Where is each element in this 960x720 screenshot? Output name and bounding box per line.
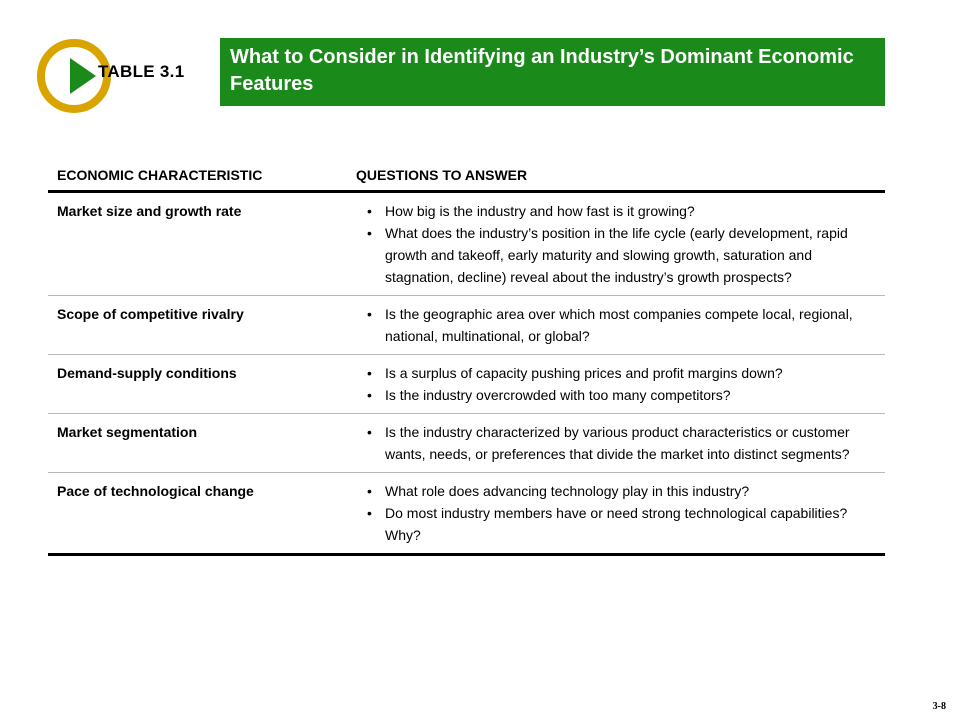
page-title: What to Consider in Identifying an Industry’s Dominant Economic Features <box>220 38 885 106</box>
table-row <box>48 296 885 355</box>
question-item: • How big is the industry and how fast is it growing? <box>367 203 695 219</box>
table-row <box>48 193 885 296</box>
questions-cell <box>358 480 885 546</box>
table-row <box>48 414 885 473</box>
question-item: • What role does advancing technology play in this industry? <box>367 483 750 499</box>
question-item: • Is the geographic area over which most companies compete local, regional, national, multinational, or global? <box>367 306 853 344</box>
question-item: • Is a surplus of capacity pushing prices and profit margins down? <box>367 365 783 381</box>
questions-cell <box>358 303 885 347</box>
characteristic-cell: Demand-supply conditions <box>57 365 237 381</box>
questions-cell <box>358 362 885 406</box>
table-number-label: TABLE 3.1 <box>98 62 185 81</box>
table-header <box>48 160 885 193</box>
question-item: • Is the industry overcrowded with too many competitors? <box>367 387 731 403</box>
table-row <box>48 355 885 414</box>
question-item: • What does the industry’s position in the life cycle (early development, rapid growth and takeoff, early maturity and slowing growth, saturation and stagnation, decline) reveal about the industry’s growth prospects? <box>367 225 848 285</box>
questions-cell <box>358 421 885 465</box>
page-number: 3-8 <box>932 701 946 712</box>
table-row <box>48 473 885 556</box>
question-item: • Do most industry members have or need strong technological capabilities? Why? <box>367 505 848 543</box>
characteristic-cell: Scope of competitive rivalry <box>57 306 244 322</box>
questions-cell <box>358 200 885 288</box>
question-item: • Is the industry characterized by various product characteristics or customer wants, needs, or preferences that divide the market into distinct segments? <box>367 424 850 462</box>
column-header-questions: QUESTIONS TO ANSWER <box>356 167 528 183</box>
economic-features-table <box>48 160 885 556</box>
column-header-characteristic: ECONOMIC CHARACTERISTIC <box>57 167 263 183</box>
characteristic-cell: Pace of technological change <box>57 483 254 499</box>
characteristic-cell: Market segmentation <box>57 424 198 440</box>
characteristic-cell: Market size and growth rate <box>57 203 242 219</box>
